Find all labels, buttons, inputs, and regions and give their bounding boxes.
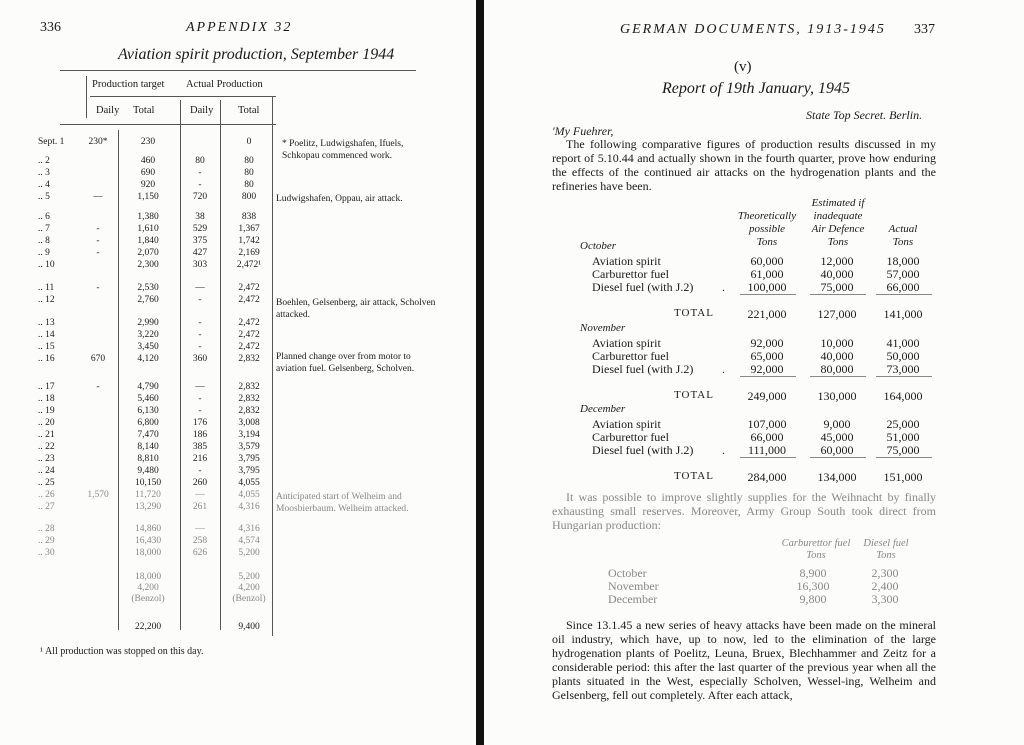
actual-total-cell: 2,472 [238,318,260,328]
actual-daily-cell: - [198,406,202,416]
note-boehlen-attack: Boehlen, Gelsenberg, air attack, Scholven attacked. [276,298,436,320]
sum-rule [876,376,932,377]
target-total-cell: 13,290 [134,502,162,512]
table-row [0,548,476,561]
sum-rule [810,294,866,295]
row-date: .. 18 [38,394,55,404]
theoretical-value: 61,000 [750,267,784,281]
target-total-cell: 230 [140,137,156,147]
closing-paragraph: Since 13.1.45 a new series of heavy attacks have been made on the mineral oil industry, which have, up to now, led to the elimination of the large hydrogenation plants of Poelitz, Leuna, Bruex, Blechhammer and Zeitz for a considerable period: this after the last quarter of the previous year when all the plants situated in the West, especially Scholven, Wessel-ing, Welheim and Gelsenberg, fell out completely. After each attack, [552,618,936,702]
row-date: .. 5 [38,192,50,202]
actual-daily-cell: 38 [195,212,205,222]
actual-value: 57,000 [886,267,920,281]
actual-daily-cell: 360 [192,354,208,364]
row-date: .. 6 [38,212,50,222]
total-label: TOTAL [674,470,714,482]
target-total-cell: 8,810 [137,454,159,464]
row-date: .. 25 [38,478,55,488]
target-total-cell: 6,130 [137,406,159,416]
actual-total-cell: 5,200 [238,548,260,558]
header-rule-top [60,70,416,71]
target-total-cell: 1,610 [137,224,159,234]
summary-actual-cell: (Benzol) [232,594,266,604]
col-header-actual: Actual Tons [888,223,918,248]
target-total-cell: 2,760 [137,295,159,305]
actual-total-cell: 2,472 [238,295,260,305]
actual-daily-cell: — [195,382,205,392]
actual-total-cell: 4,055 [238,478,260,488]
actual-total-cell: 2,169 [238,248,260,258]
total-estimated: 130,000 [817,389,857,403]
row-date: .. 26 [38,490,55,500]
actual-total-cell: 2,832 [238,354,260,364]
total-label: TOTAL [674,307,714,319]
target-total-cell: 920 [140,180,156,190]
actual-total-cell: 0 [246,137,252,147]
hungary-diesel-value: 2,400 [871,579,899,593]
row-date: .. 24 [38,466,55,476]
row-date: .. 7 [38,224,50,234]
theoretical-value: 60,000 [750,254,784,268]
hungary-header-diesel: Diesel fuel Tons [863,538,909,561]
summary-target-cell: 4,200 [137,583,159,593]
book-gutter [476,0,484,745]
actual-daily-cell: 176 [192,418,208,428]
actual-total-cell: 80 [244,168,254,178]
actual-total-cell: 838 [241,212,257,222]
target-daily-cell: — [93,192,103,202]
right-running-head: GERMAN DOCUMENTS, 1913-1945 [620,22,886,37]
column-rule [86,76,87,118]
row-date: .. 10 [38,260,55,270]
left-page-number: 336 [40,20,61,35]
sum-rule [876,294,932,295]
target-total-cell: 2,530 [137,283,159,293]
target-total-cell: 1,150 [137,192,159,202]
sum-rule [810,376,866,377]
actual-daily-cell: - [198,342,202,352]
target-total-cell: 3,450 [137,342,159,352]
actual-total-cell: 3,194 [238,430,260,440]
month-label: October [580,240,617,252]
actual-total-cell: 2,472¹ [236,260,262,270]
sum-rule [810,457,866,458]
actual-daily-cell: - [198,180,202,190]
theoretical-value: 66,000 [750,430,784,444]
actual-total-cell: 80 [244,156,254,166]
leader-dot: . [722,362,725,376]
theoretical-value: 111,000 [747,443,787,457]
summary-actual-cell: 9,400 [238,622,260,632]
total-actual: 151,000 [883,470,923,484]
row-date: .. 27 [38,502,55,512]
estimated-value: 40,000 [820,267,854,281]
actual-total-cell: 3,795 [238,454,260,464]
actual-daily-cell: 216 [192,454,208,464]
header-rule-bottom [60,124,276,125]
header-rule-mid-left [90,96,186,97]
row-date: .. 20 [38,418,55,428]
actual-total-cell: 80 [244,180,254,190]
actual-value: 50,000 [886,349,920,363]
target-daily-cell: - [96,236,100,246]
actual-total-cell: 2,472 [238,330,260,340]
actual-daily-cell: 186 [192,430,208,440]
hungary-diesel-value: 3,300 [871,592,899,606]
actual-daily-cell: 80 [195,156,205,166]
product-name: Diesel fuel (with J.2) [592,280,694,294]
actual-daily-cell: - [198,394,202,404]
target-daily-cell: - [96,382,100,392]
theoretical-value: 92,000 [750,362,784,376]
product-name: Aviation spirit [592,254,661,268]
summary-row [0,594,476,607]
note-planned-change: Planned change over from motor to aviation fuel. Gelsenberg, Scholven. [276,352,415,374]
summary-row [0,622,476,635]
actual-daily-cell: 427 [192,248,208,258]
actual-daily-cell: - [198,330,202,340]
target-daily-cell: - [96,224,100,234]
target-total-cell: 5,460 [137,394,159,404]
product-name: Carburettor fuel [592,349,669,363]
report-title: Report of 19th January, 1945 [662,80,850,97]
hungary-carburettor-value: 16,300 [796,579,830,593]
summary-actual-cell: 5,200 [238,572,260,582]
row-date: .. 15 [38,342,55,352]
target-total-cell: 690 [140,168,156,178]
hungary-month: October [608,566,647,580]
row-date: .. 8 [38,236,50,246]
target-total-cell: 2,990 [137,318,159,328]
row-date: .. 14 [38,330,55,340]
product-name: Carburettor fuel [592,430,669,444]
product-name: Carburettor fuel [592,267,669,281]
product-name: Aviation spirit [592,417,661,431]
target-total-cell: 10,150 [134,478,162,488]
estimated-value: 12,000 [820,254,854,268]
target-total-cell: 2,070 [137,248,159,258]
summary-actual-cell: 4,200 [238,583,260,593]
actual-value: 75,000 [886,443,920,457]
hungary-carburettor-value: 8,900 [799,566,827,580]
actual-daily-cell: 260 [192,478,208,488]
actual-total-cell: 4,574 [238,536,260,546]
actual-total-cell: 2,832 [238,406,260,416]
product-name: Diesel fuel (with J.2) [592,443,694,457]
salutation: 'My Fuehrer, [552,124,614,138]
estimated-value: 40,000 [820,349,854,363]
actual-daily-cell: 258 [192,536,208,546]
total-estimated: 134,000 [817,470,857,484]
leader-dot: . [722,280,725,294]
estimated-value: 75,000 [820,280,854,294]
estimated-value: 80,000 [820,362,854,376]
target-daily-cell: 230* [88,137,108,147]
target-total-cell: 16,430 [134,536,162,546]
actual-total-cell: 3,579 [238,442,260,452]
actual-value: 66,000 [886,280,920,294]
month-label: November [580,322,626,334]
row-date: .. 19 [38,406,55,416]
row-date: .. 29 [38,536,55,546]
header-production-target: Production target [92,79,165,90]
row-date: .. 4 [38,180,50,190]
total-theoretical: 221,000 [747,307,787,321]
actual-total-cell: 1,742 [238,236,260,246]
summary-target-cell: 18,000 [134,572,162,582]
sum-rule [740,376,796,377]
row-date: .. 22 [38,442,55,452]
left-running-head: APPENDIX 32 [186,20,293,35]
row-date: .. 3 [38,168,50,178]
hungary-diesel-value: 2,300 [871,566,899,580]
row-date: .. 23 [38,454,55,464]
actual-total-cell: 2,832 [238,382,260,392]
actual-total-cell: 2,472 [238,283,260,293]
actual-total-cell: 2,832 [238,394,260,404]
hungary-month: December [608,592,658,606]
total-theoretical: 284,000 [747,470,787,484]
month-label: December [580,403,626,415]
target-total-cell: 8,140 [137,442,159,452]
actual-total-cell: 4,316 [238,524,260,534]
actual-daily-cell: 720 [192,192,208,202]
sum-rule [876,457,932,458]
actual-daily-cell: 626 [192,548,208,558]
estimated-value: 60,000 [820,443,854,457]
target-total-cell: 2,300 [137,260,159,270]
target-total-cell: 1,380 [137,212,159,222]
theoretical-value: 107,000 [747,417,787,431]
header-target-daily: Daily [96,105,120,116]
footnote: ¹ All production was stopped on this day. [40,646,204,657]
row-date: .. 16 [38,354,55,364]
intro-paragraph: The following comparative figures of production results discussed in my report of 5.10.44 and actually shown in the fourth quarter, prove how enduring the effects of the continued air attacks on the hydrogenation plants and the refineries have been. [552,137,936,193]
target-daily-cell: 670 [90,354,106,364]
total-actual: 141,000 [883,307,923,321]
row-date: .. 2 [38,156,50,166]
actual-value: 51,000 [886,430,920,444]
left-page [0,0,476,745]
target-daily-cell: - [96,248,100,258]
target-total-cell: 4,790 [137,382,159,392]
summary-target-cell: 22,200 [134,622,162,632]
note-welheim: Anticipated start of Welheim and Moosbierbaum. Welheim attacked. [276,492,409,514]
row-date: .. 9 [38,248,50,258]
estimated-value: 10,000 [820,336,854,350]
right-page [484,0,1024,745]
target-total-cell: 7,470 [137,430,159,440]
actual-total-cell: 4,316 [238,502,260,512]
actual-daily-cell: 385 [192,442,208,452]
actual-total-cell: 800 [241,192,257,202]
note-ludwigshafen-attack: Ludwigshafen, Oppau, air attack. [276,194,403,204]
actual-value: 73,000 [886,362,920,376]
row-date: Sept. 1 [38,137,65,147]
hungary-carburettor-value: 9,800 [799,592,827,606]
actual-daily-cell: - [198,168,202,178]
total-estimated: 127,000 [817,307,857,321]
theoretical-value: 65,000 [750,349,784,363]
row-date: .. 11 [38,283,55,293]
actual-daily-cell: 303 [192,260,208,270]
section-numeral: (v) [734,59,752,75]
row-date: .. 13 [38,318,55,328]
actual-total-cell: 3,008 [238,418,260,428]
row-date: .. 30 [38,548,55,558]
actual-daily-cell: — [195,283,205,293]
target-total-cell: 14,860 [134,524,162,534]
header-rule-mid-right [186,96,276,97]
col-header-estimated: Estimated if inadequate Air Defence Tons [811,197,865,248]
actual-daily-cell: 375 [192,236,208,246]
hungary-header-carburettor: Carburettor fuel Tons [781,538,851,561]
table-title: Aviation spirit production, September 1944 [118,46,395,63]
actual-value: 18,000 [886,254,920,268]
actual-value: 41,000 [886,336,920,350]
summary-target-cell: (Benzol) [131,594,165,604]
header-actual-daily: Daily [190,105,214,116]
actual-total-cell: 3,795 [238,466,260,476]
product-name: Aviation spirit [592,336,661,350]
target-total-cell: 9,480 [137,466,159,476]
leader-dot: . [722,443,725,457]
weihnacht-paragraph: It was possible to improve slightly supplies for the Weihnacht by finally exhausting small reserves. Moreover, Army Group South took direct from Hungarian production: [552,490,936,532]
row-date: .. 17 [38,382,55,392]
actual-daily-cell: - [198,318,202,328]
total-actual: 164,000 [883,389,923,403]
sum-rule [740,294,796,295]
header-target-total: Total [133,105,155,116]
sum-rule [740,457,796,458]
target-daily-cell: 1,570 [87,490,109,500]
table-row [0,260,476,273]
target-total-cell: 11,720 [135,490,161,500]
actual-daily-cell: — [195,524,205,534]
actual-total-cell: 1,367 [238,224,260,234]
row-date: .. 28 [38,524,55,534]
target-total-cell: 3,220 [137,330,159,340]
note-commenced: * Poelitz, Ludwigshafen, Ifuels, Schkopau commenced work. [282,139,404,161]
actual-daily-cell: - [198,466,202,476]
actual-total-cell: 2,472 [238,342,260,352]
target-total-cell: 1,840 [137,236,159,246]
theoretical-value: 100,000 [747,280,787,294]
total-theoretical: 249,000 [747,389,787,403]
header-actual-production: Actual Production [186,79,263,90]
col-header-theoretical: Theoretically possible Tons [737,210,797,248]
target-daily-cell: - [96,283,100,293]
estimated-value: 9,000 [823,417,851,431]
target-total-cell: 6,800 [137,418,159,428]
actual-daily-cell: — [195,490,205,500]
theoretical-value: 92,000 [750,336,784,350]
target-total-cell: 18,000 [134,548,162,558]
right-page-number: 337 [914,22,935,37]
header-actual-total: Total [238,105,260,116]
hungary-month: November [608,579,659,593]
product-name: Diesel fuel (with J.2) [592,362,694,376]
classification: State Top Secret. Berlin. [806,108,923,122]
actual-daily-cell: 529 [192,224,208,234]
row-date: .. 21 [38,430,55,440]
row-date: .. 12 [38,295,55,305]
target-total-cell: 460 [140,156,156,166]
actual-daily-cell: 261 [192,502,208,512]
target-total-cell: 4,120 [137,354,159,364]
actual-total-cell: 4,055 [238,490,260,500]
actual-daily-cell: - [198,295,202,305]
total-label: TOTAL [674,389,714,401]
actual-value: 25,000 [886,417,920,431]
estimated-value: 45,000 [820,430,854,444]
